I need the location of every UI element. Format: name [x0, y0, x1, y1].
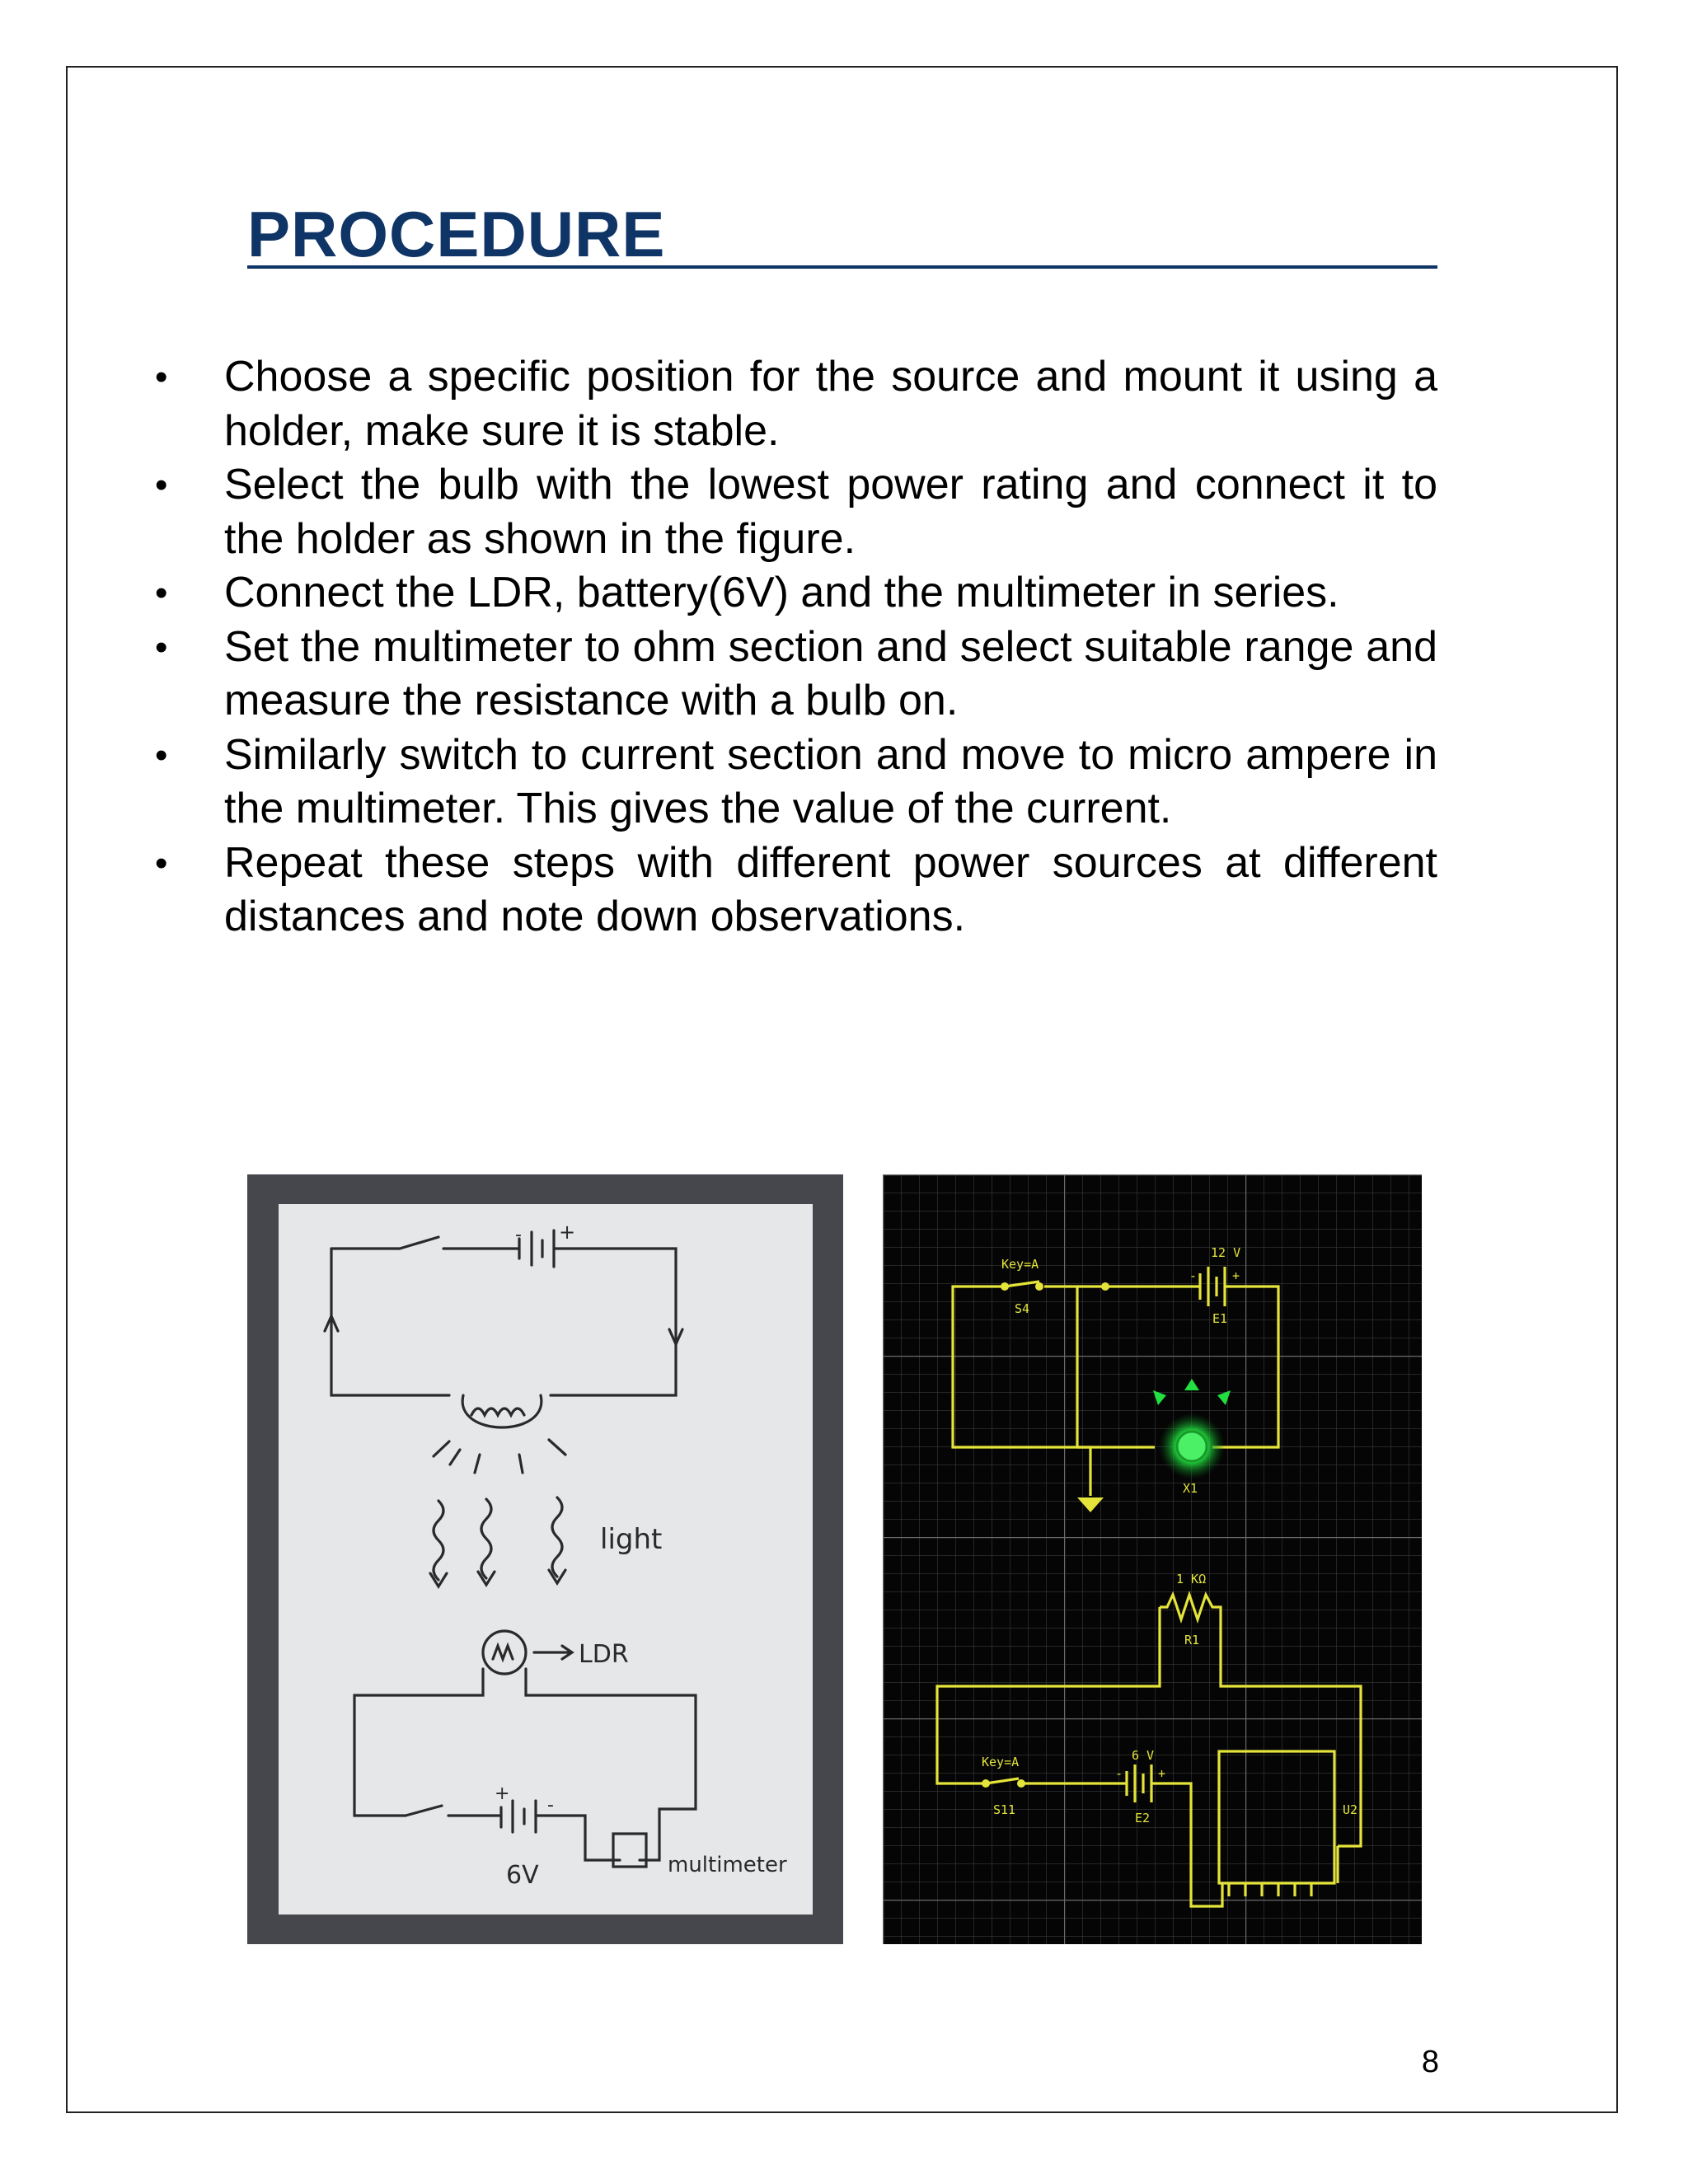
procedure-step — [155, 837, 1437, 944]
step-text: Select the bulb with the lowest power rating and connect it to the holder as shown in the figure. — [224, 461, 1437, 563]
bullet-icon: • — [155, 734, 168, 776]
switch-top-label: S4 — [1015, 1301, 1030, 1316]
bullet-icon: • — [155, 465, 168, 505]
plus-label: + — [1158, 1766, 1166, 1781]
minus-label: - — [1189, 1268, 1198, 1283]
page-number: 8 — [1421, 2045, 1439, 2079]
battery-label: 6V — [506, 1861, 539, 1890]
circuit-simulation-figure — [883, 1174, 1422, 1944]
bullet-icon: • — [155, 357, 168, 397]
battery-top-voltage-label: 12 V — [1211, 1245, 1241, 1260]
minus-label: - — [1115, 1766, 1123, 1781]
bullet-icon: • — [155, 626, 168, 668]
key-bottom-label: Key=A — [982, 1755, 1020, 1769]
meter-name-label: U2 — [1343, 1802, 1358, 1817]
step-text: Choose a specific position for the source and mount it using a holder, make sure it is stable. — [224, 353, 1437, 455]
multimeter-label: multimeter — [668, 1853, 787, 1877]
hand-drawn-circuit-figure — [247, 1174, 843, 1944]
junction-dot — [1101, 1282, 1109, 1291]
minus-label: - — [547, 1795, 554, 1816]
plus-label: + — [1232, 1268, 1240, 1283]
junction-dot — [1035, 1282, 1043, 1291]
switch-bottom-label: S11 — [993, 1802, 1016, 1817]
plus-label: + — [495, 1783, 510, 1804]
ldr-label: LDR — [579, 1640, 629, 1669]
procedure-step — [155, 566, 1437, 621]
resistor-value-label: 1 KΩ — [1176, 1572, 1207, 1586]
minus-label: - — [515, 1225, 522, 1245]
plus-label: + — [559, 1221, 576, 1244]
bullet-icon: • — [155, 573, 168, 613]
junction-dot — [1017, 1779, 1025, 1788]
procedure-step — [155, 621, 1437, 729]
junction-dot — [1001, 1282, 1009, 1291]
step-text: Set the multimeter to ohm section and select suitable range and measure the resistance with a bulb on. — [224, 622, 1437, 724]
battery-top-name-label: E1 — [1212, 1311, 1228, 1326]
grid-major — [883, 1174, 1422, 1944]
lamp-x1-icon — [1177, 1432, 1207, 1461]
paper-sheet — [279, 1204, 813, 1915]
step-text: Similarly switch to current section and move to micro ampere in the multimeter. This gives the value of the current. — [224, 730, 1437, 832]
procedure-step — [155, 350, 1437, 458]
heading-text: PROCEDURE — [247, 198, 666, 270]
section-heading — [247, 199, 1437, 269]
battery-bottom-voltage-label: 6 V — [1132, 1748, 1155, 1763]
bullet-icon: • — [155, 842, 168, 883]
procedure-steps — [155, 350, 1437, 944]
lamp-name-label: X1 — [1183, 1481, 1198, 1496]
step-text: Connect the LDR, battery(6V) and the multimeter in series. — [224, 569, 1339, 616]
procedure-step — [155, 458, 1437, 566]
battery-bottom-name-label: E2 — [1135, 1811, 1151, 1825]
resistor-name-label: R1 — [1184, 1633, 1200, 1647]
procedure-step — [155, 729, 1437, 837]
step-text: Repeat these steps with different power sources at different distances and note down observations. — [224, 838, 1437, 940]
light-label: light — [600, 1523, 663, 1556]
key-top-label: Key=A — [1001, 1257, 1039, 1272]
junction-dot — [982, 1779, 990, 1788]
